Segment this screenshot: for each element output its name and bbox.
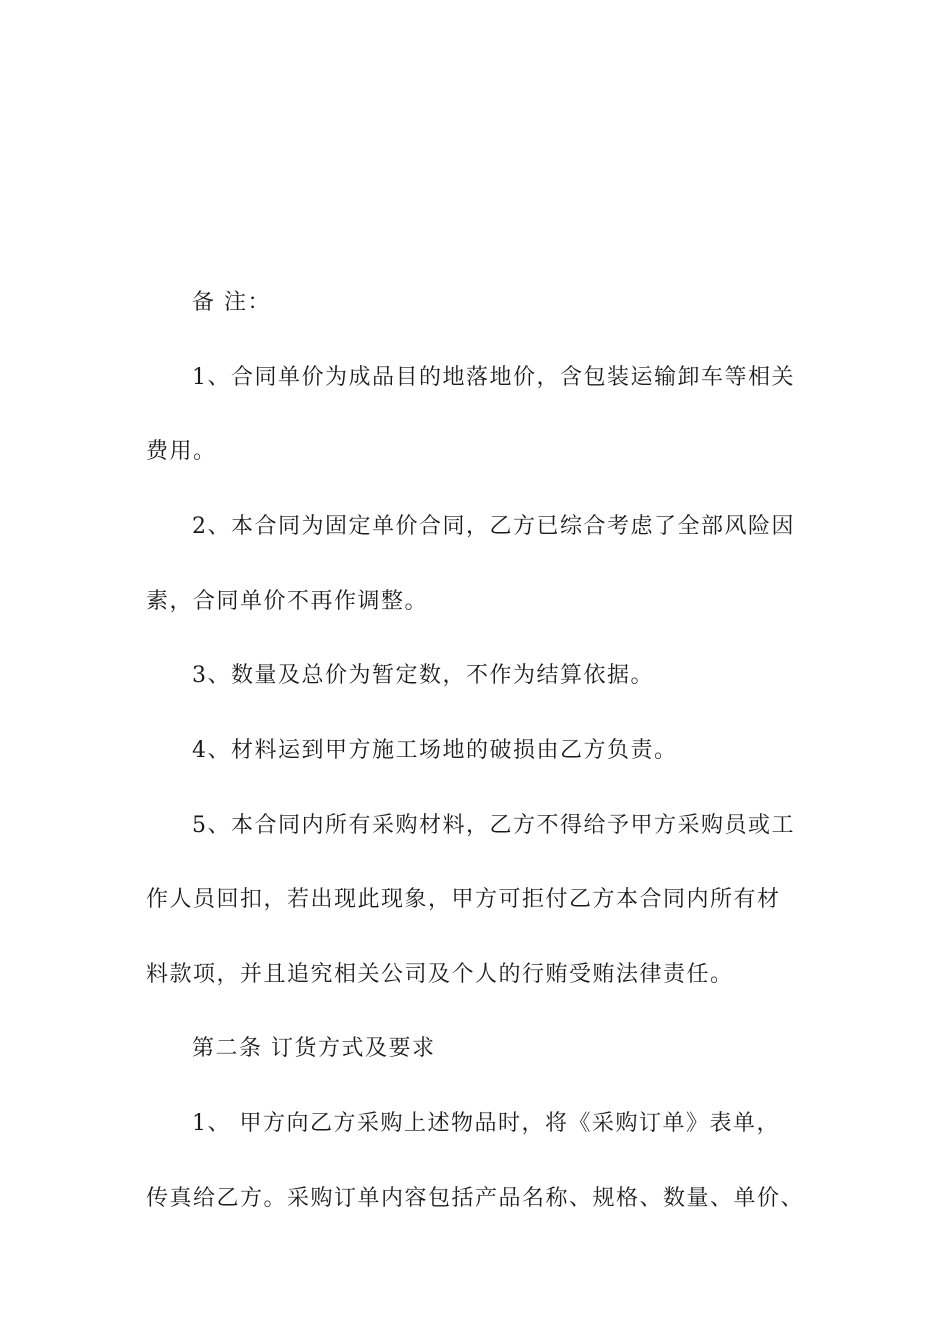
remark-4: 4、材料运到甲方施工场地的破损由乙方负责。 [192,738,678,763]
remarks-heading: 备 注： [192,290,271,315]
remark-1-line-1: 1、合同单价为成品目的地落地价，含包装运输卸车等相关 [192,365,795,390]
article-2-heading: 第二条 订货方式及要求 [192,1036,436,1061]
article-2-item-1-line-2: 传真给乙方。采购订单内容包括产品名称、规格、数量、单价、 [146,1186,805,1211]
remark-1-line-2: 费用。 [146,439,217,464]
remark-3: 3、数量及总价为暂定数，不作为结算依据。 [192,663,654,688]
remark-2-line-2: 素，合同单价不再作调整。 [146,589,429,614]
remark-2-line-1: 2、本合同为固定单价合同，乙方已综合考虑了全部风险因 [192,514,795,539]
remark-5-line-1: 5、本合同内所有采购材料，乙方不得给予甲方采购员或工 [192,813,795,838]
remark-5-line-3: 料款项，并且追究相关公司及个人的行贿受贿法律责任。 [146,962,734,987]
article-2-item-1-line-1: 1、 甲方向乙方采购上述物品时，将《采购订单》表单， [192,1111,780,1136]
remark-5-line-2: 作人员回扣，若出现此现象，甲方可拒付乙方本合同内所有材 [146,887,781,912]
